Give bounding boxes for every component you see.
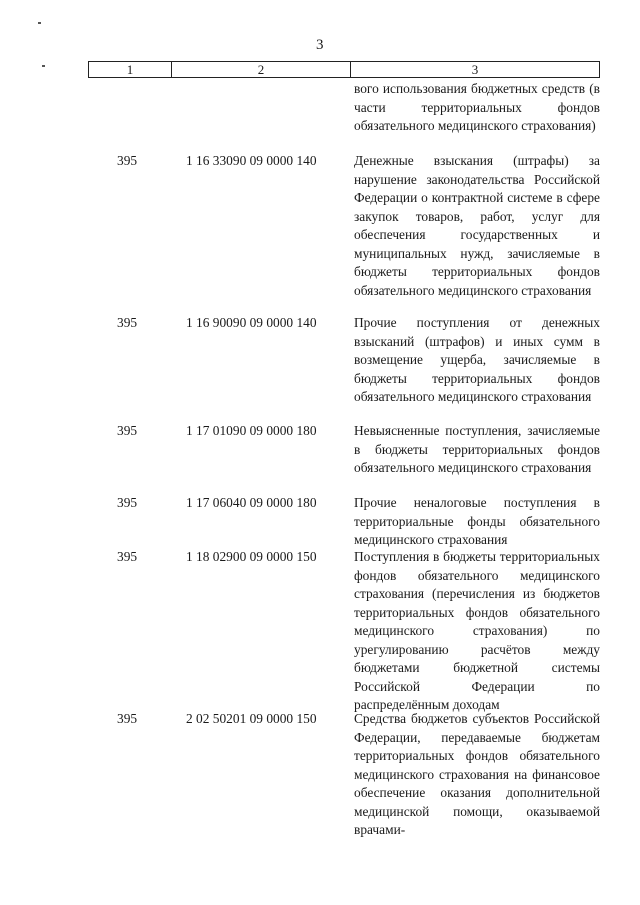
row-admin-code: 395 [117,423,138,438]
row-admin-code: 395 [117,153,138,168]
row-admin-code: 395 [117,315,138,330]
row-description: Невыясненные поступления, зачисляемые в бюджеты территориальных фондов обязательного медицинского страхования [354,423,600,475]
scan-speck [42,65,45,67]
row-budget-code: 1 16 33090 09 0000 140 [186,153,317,168]
row-admin-code: 395 [117,711,138,726]
row-admin-code: 395 [117,495,138,510]
row-description: Денежные взыскания (штрафы) за нарушение законодательства Российской Федерации о контрактной системе в сфере закупок товаров, работ, услуг для обеспечения государственных и муниципальных нужд, зачисляемые в бюджеты территориальных фондов обязательного медицинского страхования [354,153,600,298]
row-description: Прочие неналоговые поступления в территориальные фонды обязательного медицинского страхования [354,495,600,547]
header-col-1: 1 [89,62,172,77]
row-budget-code: 1 16 90090 09 0000 140 [186,315,317,330]
row-description: Поступления в бюджеты территориальных фондов обязательного медицинского страхования (перечисления из бюджетов территориальных фондов обязательного медицинского страхования) по урегулированию расчётов между бюджетами бюджетной системы Российской Федерации по распределённым доходам [354,549,600,712]
row-budget-code: 1 18 02900 09 0000 150 [186,549,317,564]
header-col-2: 2 [172,62,351,77]
row-admin-code: 395 [117,549,138,564]
row-budget-code: 1 17 01090 09 0000 180 [186,423,317,438]
table-header [88,61,600,78]
row-budget-code: 2 02 50201 09 0000 150 [186,711,317,726]
row-budget-code: 1 17 06040 09 0000 180 [186,495,317,510]
row-description: Средства бюджетов субъектов Российской Федерации, передаваемые бюджетам территориальных фондов обязательного медицинского страхования на финансовое обеспечение оказания дополнительной медицинской помощи, оказываемой врачами- [354,711,600,837]
row-description: Прочие поступления от денежных взысканий (штрафов) и иных сумм в возмещение ущерба, зачисляемые в бюджеты территориальных фондов обязательного медицинского страхования [354,315,600,404]
page-number: 3 [316,37,324,53]
row-description: вого использования бюджетных средств (в части территориальных фондов обязательного медицинского страхования) [354,81,600,133]
header-col-3: 3 [471,62,479,77]
scan-speck [38,22,41,24]
